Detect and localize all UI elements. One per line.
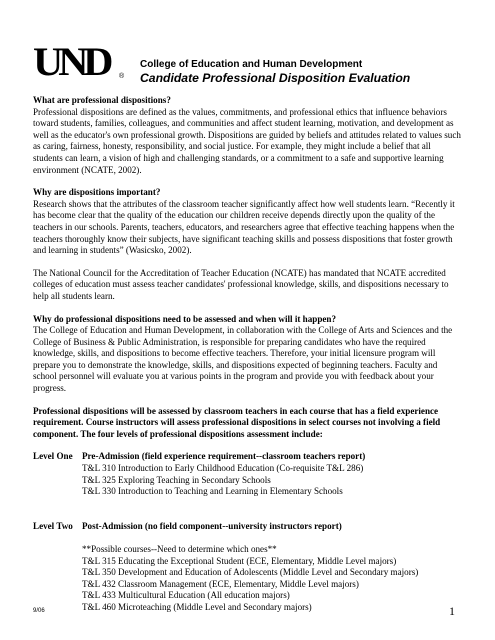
section-assessment [33,314,461,395]
course-item: T&L 433 Multicultural Education (All education majors) [82,590,290,601]
assessment-statement: Professional dispositions will be assessed by classroom teachers in each course that has a field experience requirement. Course instructors will assess professional dispositions in select courses not involving a field component. The four levels of professional dispositions assessment include: [33,405,441,439]
course-item: T&L 330 Introduction to Teaching and Learning in Elementary Schools [82,486,343,497]
level-one [33,451,461,497]
registered-mark: ® [119,73,125,80]
level-body [82,451,461,497]
und-logo-text: UND [33,39,109,84]
course-item: T&L 460 Microteaching (Middle Level and Secondary majors) [82,601,312,612]
level-title: Post-Admission (no field component--university instructors report) [82,520,342,531]
document-title: Candidate Professional Disposition Evaluation [140,71,411,85]
college-name: College of Education and Human Development [140,59,363,70]
course-item: T&L 432 Classroom Management (ECE, Elementary, Middle Level majors) [82,578,359,589]
section-text: The National Council for the Accreditation of Teacher Education (NCATE) has mandated that NCATE accredited colleges of education must assess teacher candidates' professional knowledge, skills, and dispositions necessary to help all students learn. [33,267,449,301]
section-text: The College of Education and Human Development, in collaboration with the College of Arts and Sciences and the College of Business & Public Administration, is responsible for preparing candidates who have the required knowledge, skills, and dispositions to become effective teachers. Therefore, your initial licensure program will prepare you to demonstrate the knowledge, skills, and dispositions expected of beginning teachers. Faculty and school personnel will evaluate you at various points in the program and provide you with feedback about your progress. [33,325,453,394]
level-title: Pre-Admission (field experience requirement--classroom teachers report) [82,451,366,462]
level-label: Level Two [33,520,73,531]
levels-list [33,451,461,613]
course-item: T&L 315 Educating the Exceptional Student (ECE, Elementary, Middle Level majors) [82,555,397,566]
section-text: Professional dispositions are defined as the values, commitments, and professional ethics that influence behaviors toward students, families, colleagues, and communities and affect student learning, motivation, and development as well as the educator's own professional growth. Dispositions are guided by beliefs and attitudes related to values such as caring, fairness, honesty, responsibility, and social justice. For example, they might include a belief that all students can learn, a vision of high and challenging standards, or a commitment to a safe and supportive learning environment (NCATE, 2002). [33,106,461,175]
page-number: 1 [449,604,455,618]
section-heading: Why are dispositions important? [33,187,161,198]
section-heading: What are professional dispositions? [33,95,171,105]
section-heading: Why do professional dispositions need to be assessed and when will it happen? [33,313,337,324]
level-two [33,521,461,614]
course-item: T&L 350 Development and Education of Adolescents (Middle Level and Secondary majors) [82,567,419,578]
footer-date: 9/06 [33,608,45,614]
section-definition [33,95,461,176]
level-body [82,521,461,614]
course-item: T&L 310 Introduction to Early Childhood Education (Co-requisite T&L 286) [82,463,364,474]
section-importance [33,187,461,257]
course-item: T&L 325 Exploring Teaching in Secondary Schools [82,474,271,485]
und-logo [33,41,125,83]
section-text: Research shows that the attributes of the classroom teacher significantly affect how well students learn. “Recently it has become clear that the quality of the education our children receive depends directly upon the quality of the teachers in our schools. Parents, teachers, educators, and researchers agree that effective teaching happens when the teachers thoroughly know their subjects, have significant teaching skills and possess dispositions that foster growth and learning in students” (Wasicsko, 2002). [33,198,455,256]
document-body [33,95,461,614]
document-header [33,36,473,86]
level-label: Level One [33,451,73,462]
level-note: **Possible courses--Need to determine which ones** [82,544,277,554]
section-ncate [33,268,461,303]
